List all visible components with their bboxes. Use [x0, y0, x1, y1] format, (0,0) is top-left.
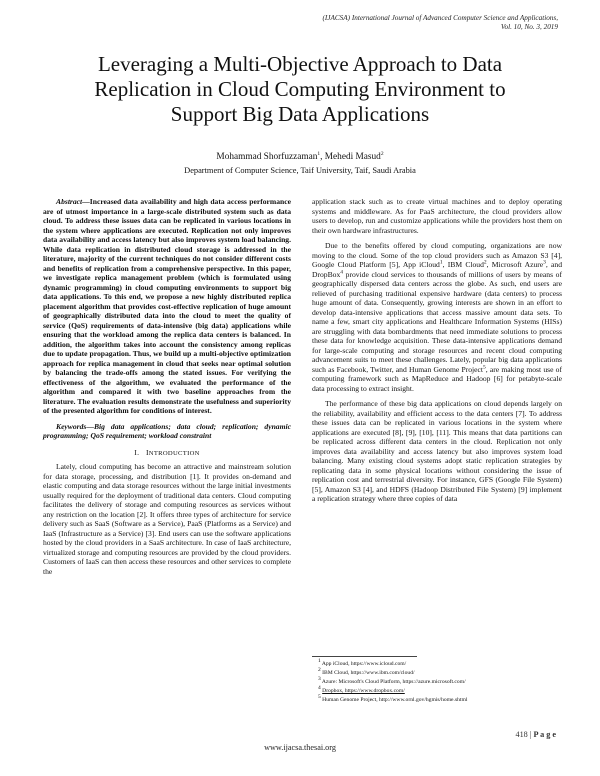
- page-number: [515, 730, 556, 739]
- section-heading-introduction: [43, 448, 291, 459]
- footnote: [318, 669, 467, 678]
- author-separator: ,: [320, 152, 325, 162]
- footnote-ref-1: 1: [439, 259, 443, 266]
- section-title-cap: I: [145, 447, 149, 457]
- right-column: [312, 197, 562, 504]
- keywords: [43, 422, 291, 441]
- footer-url[interactable]: www.ijacsa.thesai.org: [264, 743, 336, 752]
- p2-text-d: , and DropBox: [312, 260, 563, 279]
- journal-header: [323, 14, 558, 32]
- author-1-sup: 1: [317, 150, 321, 157]
- abstract-dash: —: [82, 197, 90, 206]
- p2-text-b: , IBM Cloud: [442, 260, 484, 269]
- intro-paragraph-2: [312, 241, 562, 393]
- p2-text-c: , Microsoft Azure: [486, 260, 544, 269]
- keywords-text: Big data applications; data cloud; replication; dynamic programming; QoS requirement; workload constraint: [43, 421, 291, 440]
- p2-text-a: Due to the benefits offered by cloud computing, organizations are now moving to the cloud. Some of the top cloud providers such as Amazon S3 [4], Google Cloud Platform [5], App iCloud: [312, 241, 562, 269]
- footnotes: [318, 660, 467, 705]
- paper-title-line2: Replication in Cloud Computing Environment to: [94, 77, 506, 101]
- paper-title-line3: Support Big Data Applications: [170, 102, 430, 126]
- author-2: Mehedi Masud: [324, 152, 381, 162]
- footnote-number: 3: [318, 676, 321, 683]
- keywords-label: Keywords: [56, 421, 87, 431]
- footnote: [318, 678, 467, 687]
- footnote-ref-3: 3: [543, 259, 546, 266]
- abstract-text: Increased data availability and high data access performance are of utmost importance in a large-scale distributed system such as data cloud. To address these issues data can be replicated in various locations in the system where applications are executed. Replication not only improves data availability and access latency but also improves system load balancing. While data replication in distributed cloud storage is addressed in the literature, majority of the current techniques do not consider different costs and benefits of replication from a comprehensive perspective. In this paper, we investigate replica management problem (which is formulated using dynamic programming) in cloud computing environments to support big data applications. To this end, we propose a new highly distributed replica placement algorithm that provides cost-effective replication of huge amount of geographically distributed data into the cloud to meet the quality of service (QoS) requirements of data-intensive (big data) applications while ensuring that the workload among the replica data centers is balanced. In addition, the algorithm takes into account the consistency among replicas due to update propagation. Thus, we build up a multi-objective optimization approach for replica management in cloud that seeks near optimal solution by balancing the trade-offs among the stated issues. For verifying the effectiveness of the algorithm, we evaluated the performance of the algorithm and compared it with two baseline approaches from the literature. The evaluation results demonstrate the usefulness and superiority of the presented algorithm for conditions of interest.: [43, 197, 291, 415]
- footnote-number: 2: [318, 667, 321, 674]
- page-number-value: 418: [515, 730, 528, 739]
- footnote-number: 4: [318, 685, 321, 692]
- authors: [0, 152, 600, 162]
- keywords-dash: —: [86, 421, 94, 431]
- journal-header-line2: Vol. 10, No. 3, 2019: [500, 23, 558, 31]
- footnote-text: App iCloud, https://www.icloud.com/: [321, 661, 407, 667]
- paper-title-line1: Leveraging a Multi-Objective Approach to Data: [97, 52, 503, 76]
- intro-paragraph-3: The performance of these big data applications on cloud depends largely on the reliability, availability and efficient access to the data centers [7]. To address these issues data can be replicated in various locations in the system where applications are executed [8], [9], [10], [11]. This means that data partitions can be replicated across different data centers in the cloud. Replication not only improves data availability and access latency but also improves system load balancing. Many existing cloud systems adopt static replication strategies by replicating data in some physical locations without considering the issue of replication cost and terrestrial diversity. For instance, GFS (Google File System) [5], Amazon S3 [4], and HDFS (Hadoop Distributed File System) [9] implement a replication strategy where three copies of data: [312, 399, 562, 503]
- footnote-ref-5: 5: [483, 363, 486, 370]
- paper-title: [50, 52, 550, 127]
- intro-paragraph-1: Lately, cloud computing has become an attractive and mainstream solution for data storage, processing, and distribution [1]. It provides on-demand and elastic computing and data storage resources without the large initial investments usually required for the deployment of traditional data centers. Cloud computing facilitates the delivery of storage and computing resources as services without any restriction on the location [2]. It offers three types of architecture for service delivery such as SaaS (Software as a Service), PaaS (Platforms as a Service) and IaaS (Infrastructure as a Service) [3]. End users can use the software applications hosted by the cloud providers in a SaaS architecture. In case of IaaS architecture, virtualized storage and computing resources are provided by the cloud providers. Customers of IaaS can then access these resources and other services to complete the: [43, 462, 291, 576]
- page-label: P a g e: [533, 730, 556, 739]
- abstract-label: Abstract: [56, 197, 83, 206]
- section-number: I.: [134, 447, 140, 457]
- footnote-text: Human Genome Project, http://www.ornl.gov/hgmis/home.shtml: [322, 697, 468, 703]
- left-column: [43, 197, 291, 576]
- abstract: [43, 197, 291, 416]
- footnote-divider: [312, 656, 417, 657]
- footnote-ref-2: 2: [483, 259, 487, 266]
- footnote-text: Dropbox, https://www.dropbox.com/: [322, 688, 405, 694]
- footnote-text: Azure: Microsoft's Cloud Platform, https://azure.microsoft.com/: [321, 679, 466, 685]
- p2-text-e: provide cloud services to thousands of millions of users by means of geographically dispersed data centers across the globe. As such, end users are relieved of purchasing traditional expensive hardware (data centers) to process huge amount of data. Consequently, growing interests are shown in an effort to develop data-intensive applications that access massive amount data sets. To name a few, smart city applications and Healthcare Information Systems (HISs) are struggling with data bombardments that need immediate solutions to process these data for knowledge acquisition. These data-intensive applications demand for large-scale computing and storage resources and recent cloud computing advancement suits to meet these challenges. Lately, popular big data applications such as Facebook, Twitter, and Human Genome Project: [312, 269, 562, 374]
- footnote: [318, 696, 467, 705]
- footnote: [318, 687, 467, 696]
- page-number-sep: |: [527, 730, 534, 739]
- journal-header-line1: (IJACSA) International Journal of Advanced Computer Science and Applications,: [322, 14, 558, 22]
- footnote-number: 1: [318, 658, 321, 665]
- intro-paragraph-continued: application stack such as to create virtual machines and to deploy operating systems and middleware. As for PaaS architecture, the cloud providers allow users to develop, run and customize applications while the providers host them on their own hardware infrastructures.: [312, 197, 562, 235]
- author-1: Mohammad Shorfuzzaman: [216, 152, 318, 162]
- footnote-ref-4: 4: [340, 268, 344, 275]
- section-title-rest: NTRODUCTION: [148, 449, 200, 457]
- footnote-number: 5: [318, 694, 321, 701]
- footnote-text: IBM Cloud, https://www.ibm.com/cloud/: [322, 670, 415, 676]
- p2-text-f: , are making most use of computing framework such as MapReduce and Hadoop [6] for petabyte-scale data processing to extract insight.: [312, 364, 563, 393]
- footnote: [318, 660, 467, 669]
- author-2-sup: 2: [380, 150, 384, 157]
- affiliation: Department of Computer Science, Taif University, Taif, Saudi Arabia: [184, 166, 416, 175]
